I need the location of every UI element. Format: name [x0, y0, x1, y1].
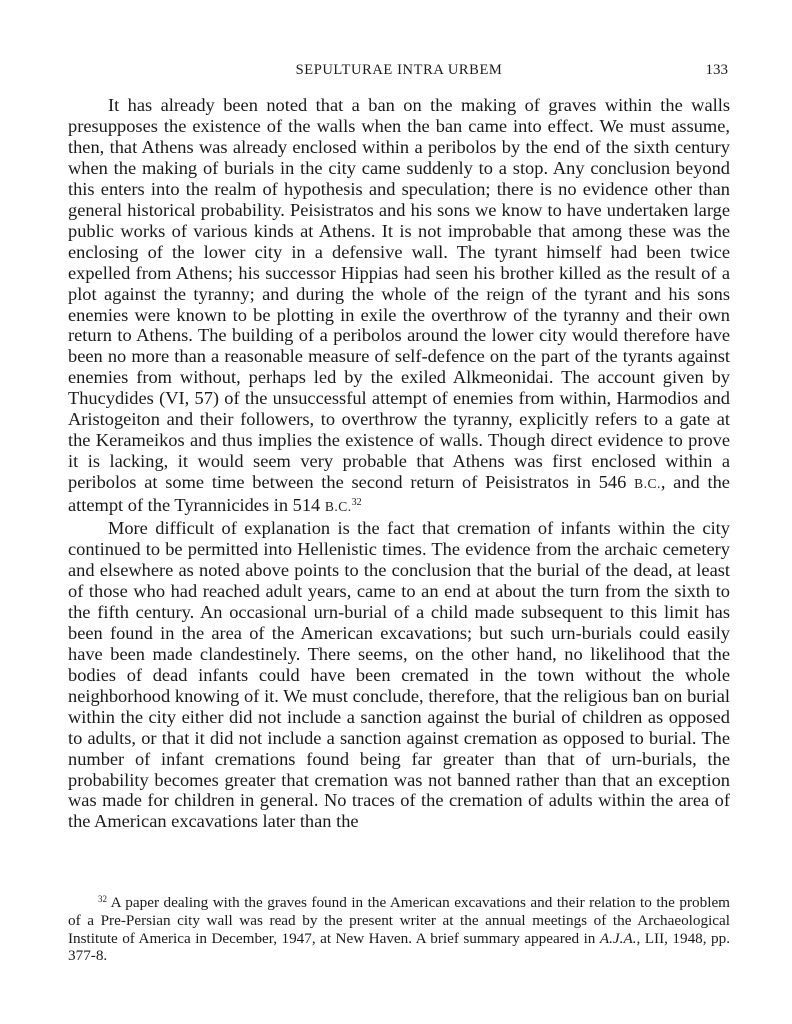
running-head-title: SEPULTURAE INTRA URBEM — [295, 62, 503, 78]
paragraph-1-text: It has already been noted that a ban on the making of graves within the walls presupposes the existence of the walls when the ban came into effect. We must assume, then, that Athens was already enclosed within a peribolos by the end of the sixth century when the making of burials in the city came suddenly to a stop. Any conclusion beyond this enters into the realm of hypothesis and speculation; there is no evidence other than general historical probability. Peisistratos and his sons we know to have undertaken large public works of various kinds at Athens. It is not improbable that among these was the enclosing of the lower city in a defensive wall. The tyrant himself had been twice expelled from Athens; his successor Hippias had seen his brother killed as the result of a plot against the tyranny; and during the whole of the reign of the tyrant and his sons enemies were known to be plotting in exile the overthrow of the tyranny and their own return to Athens. The building of a peribolos around the lower city would therefore have been no more than a reasonable measure of self-defence on the part of the tyrants against enemies from without, perhaps led by the exiled Alkmeonidai. The account given by Thucydides (VI, 57) of the unsuccessful attempt of enemies from within, Harmodios and Aristogeiton and their followers, to overthrow the tyranny, explicitly refers to a gate at the Kerameikos and thus implies the existence of walls. Though direct evidence to prove it is lacking, it would seem very probable that Athens was first enclosed within a peribolos at some time between the second return of Peisistratos in 546 — [68, 95, 730, 493]
footnote-text: A paper dealing with the graves found in the American excavations and their relation to the problem of a Pre-Persian city wall was read by the present writer at the annual meetings of the Archaeological Institute of America in December, 1947, at New Haven. A brief summary appeared in — [68, 894, 730, 947]
page — [68, 58, 730, 832]
paragraph-1-continuation: , and the attempt of the Tyrannicides in 514 — [68, 472, 730, 516]
era-abbreviation: B.C. — [634, 476, 661, 492]
footnote-journal: A.J.A. — [599, 929, 637, 947]
era-abbreviation-2: B.C. — [324, 499, 352, 515]
body-text — [68, 95, 730, 832]
footnote-number: 32 — [98, 894, 107, 904]
footnote-reference: 32 — [351, 497, 362, 509]
footnotes — [68, 894, 730, 965]
running-head — [68, 58, 730, 82]
footnote-text-end: , LII, 1948, pp. 377-8. — [68, 929, 731, 965]
paragraph-2-text: More difficult of explanation is the fact that cremation of infants within the city continued to be permitted into Hellenistic times. The evidence from the archaic cemetery and elsewhere as noted above points to the conclusion that the burial of the dead, at least of those who had reached adult years, came to an end at about the turn from the sixth to the fifth century. An occasional urn-burial of a child made subsequent to this limit has been found in the area of the American excavations; but such urn-burials could easily have been made clandestinely. There seems, on the other hand, no likelihood that the bodies of dead infants could have been cremated in the town without the whole neighborhood knowing of it. We must conclude, therefore, that the religious ban on burial within the city either did not include a sanction against the burial of children as opposed to adults, or that it did not include a sanction against cremation as opposed to burial. The number of infant cremations found being far greater than that of urn-burials, the probability becomes greater that cremation was not banned rather than that an exception was made for children in general. No traces of the cremation of adults within the area of the American excavations later than the — [68, 518, 730, 832]
footnote-32 — [68, 894, 730, 965]
paragraph-1 — [68, 95, 730, 518]
page-number: 133 — [705, 62, 728, 78]
paragraph-2 — [68, 518, 730, 832]
